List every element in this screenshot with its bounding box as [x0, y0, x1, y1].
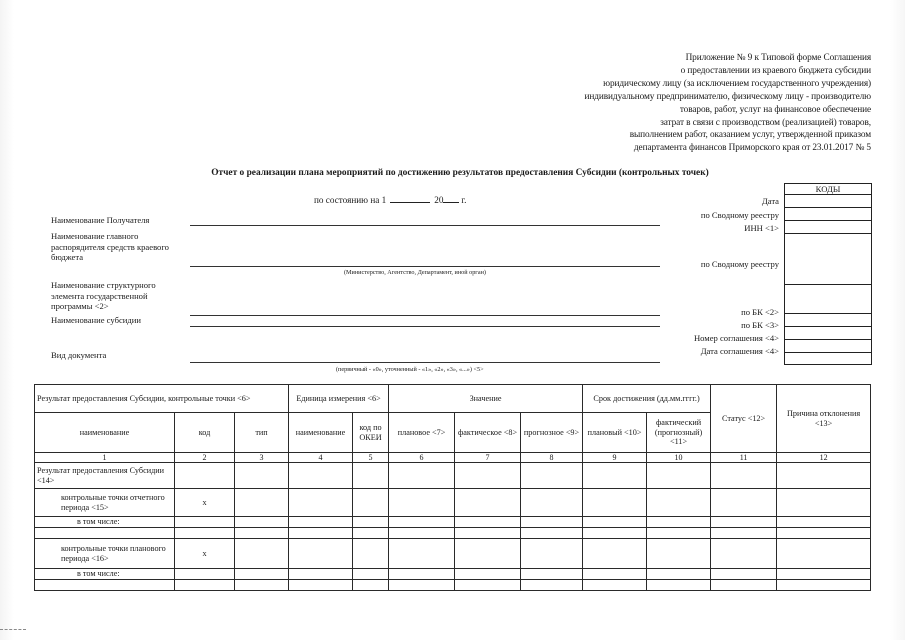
header-name: наименование: [35, 413, 175, 453]
bk3-label: по БК <3>: [741, 320, 779, 330]
column-number: 12: [777, 453, 871, 463]
year-blank[interactable]: [443, 194, 459, 203]
table-cell[interactable]: [389, 528, 455, 539]
table-cell[interactable]: [289, 528, 353, 539]
table-cell[interactable]: [455, 528, 521, 539]
subsidy-label: Наименование субсидии: [51, 315, 141, 325]
report-title: Отчет о реализации плана мероприятий по достижению результатов предоставления Субсидии (контрольных точек): [211, 168, 709, 178]
table-cell[interactable]: [521, 463, 583, 489]
header-line: затрат в связи с производством (реализацией) товаров,: [660, 117, 871, 128]
table-cell[interactable]: [289, 539, 353, 569]
column-number: 3: [235, 453, 289, 463]
recipient-field[interactable]: [190, 225, 660, 226]
table-cell[interactable]: [521, 580, 583, 591]
x-mark: х: [175, 539, 235, 569]
table-cell[interactable]: [455, 569, 521, 580]
table-cell[interactable]: [235, 528, 289, 539]
table-cell[interactable]: [175, 463, 235, 489]
table-cell[interactable]: [521, 539, 583, 569]
header-line: о предоставлении из краевого бюджета субсидии: [680, 65, 871, 76]
header-plan-value: плановое <7>: [389, 413, 455, 453]
table-cell[interactable]: [583, 569, 647, 580]
table-cell[interactable]: [455, 517, 521, 528]
svod-registry-label-2: по Сводному реестру: [700, 259, 779, 269]
table-cell[interactable]: [175, 528, 235, 539]
table-cell[interactable]: [455, 580, 521, 591]
inn-label: ИНН <1>: [744, 223, 779, 233]
header-line: товаров, работ, услуг на финансовое обеспечение: [679, 104, 871, 115]
table-cell[interactable]: [235, 463, 289, 489]
table-cell[interactable]: [389, 569, 455, 580]
table-cell[interactable]: [777, 463, 871, 489]
table-cell[interactable]: [583, 528, 647, 539]
manager-label: Наименование главного распорядителя средств краевого бюджета: [51, 231, 169, 263]
as-of-date-line: [314, 194, 466, 205]
header-type: тип: [235, 413, 289, 453]
table-cell[interactable]: [235, 580, 289, 591]
subsidy-field[interactable]: [190, 326, 660, 327]
doctype-field[interactable]: [190, 362, 660, 363]
table-cell[interactable]: [711, 569, 777, 580]
table-cell[interactable]: [389, 489, 455, 517]
bk2-label: по БК <2>: [741, 307, 779, 317]
table-cell[interactable]: [235, 539, 289, 569]
column-number: 11: [711, 453, 777, 463]
table-row[interactable]: [35, 580, 871, 591]
recipient-label: Наименование Получателя: [51, 215, 150, 225]
svod-registry-label: по Сводному реестру: [700, 210, 779, 220]
table-cell[interactable]: [647, 580, 711, 591]
column-number: 7: [455, 453, 521, 463]
header-status: Статус <12>: [711, 385, 777, 453]
as-of-year: 20: [434, 195, 444, 205]
header-forecast-value: прогнозное <9>: [521, 413, 583, 453]
header-reason: Причина отклонения <13>: [777, 385, 871, 453]
header-line: Приложение № 9 к Типовой форме Соглашения: [685, 53, 871, 63]
table-cell[interactable]: [389, 539, 455, 569]
table-cell[interactable]: [647, 539, 711, 569]
column-number: 6: [389, 453, 455, 463]
bk3-code-cell[interactable]: [785, 314, 871, 327]
svod-code-cell[interactable]: [785, 208, 871, 221]
page-edge-mark: [0, 629, 26, 630]
header-value: Значение: [389, 385, 583, 413]
header-okei: код по ОКЕИ: [353, 413, 389, 453]
header-line: выполнением работ, оказанием услуг, утвержденной приказом: [629, 130, 871, 141]
table-row[interactable]: [35, 517, 871, 528]
table-cell[interactable]: [235, 489, 289, 517]
table-cell[interactable]: [389, 517, 455, 528]
as-of-suffix: г.: [461, 195, 467, 205]
table-cell[interactable]: [35, 580, 175, 591]
table-cell[interactable]: [711, 539, 777, 569]
codes-box: [784, 183, 872, 365]
table-cell[interactable]: [455, 539, 521, 569]
header-fact-value: фактическое <8>: [455, 413, 521, 453]
table-row[interactable]: [35, 463, 871, 489]
table-cell[interactable]: [455, 489, 521, 517]
agreement-date-label: Дата соглашения <4>: [700, 346, 779, 356]
table-row[interactable]: [35, 569, 871, 580]
manager-hint: (Министерство, Агентство, Департамент, иной орган): [344, 269, 486, 276]
row-cp-plan-label: контрольные точки планового периода <16>: [35, 539, 175, 569]
table-cell[interactable]: [583, 580, 647, 591]
row-incl-label: в том числе:: [35, 569, 175, 580]
table-cell[interactable]: [35, 528, 175, 539]
table-cell[interactable]: [175, 569, 235, 580]
header-unit-name: наименование: [289, 413, 353, 453]
table-cell[interactable]: [175, 517, 235, 528]
table-cell[interactable]: [521, 528, 583, 539]
agreement-date-cell[interactable]: [785, 340, 871, 353]
header-code: код: [175, 413, 235, 453]
table-cell[interactable]: [353, 569, 389, 580]
header-result: Результат предоставления Субсидии, контрольные точки <6>: [35, 385, 289, 413]
column-number: 8: [521, 453, 583, 463]
table-cell[interactable]: [289, 489, 353, 517]
table-cell[interactable]: [235, 517, 289, 528]
column-numbers-row: [35, 453, 871, 463]
header-unit: Единица измерения <6>: [289, 385, 389, 413]
table-cell[interactable]: [521, 517, 583, 528]
table-cell[interactable]: [289, 569, 353, 580]
form-header: [531, 52, 871, 155]
table-header-row: [35, 385, 871, 413]
struct-element-label: Наименование структурного элемента государственной программы <2>: [51, 280, 156, 312]
table-cell[interactable]: [521, 569, 583, 580]
column-number: 5: [353, 453, 389, 463]
table-cell[interactable]: [711, 489, 777, 517]
column-number: 4: [289, 453, 353, 463]
table-cell[interactable]: [583, 517, 647, 528]
date-code-cell[interactable]: [785, 195, 871, 208]
table-cell[interactable]: [353, 463, 389, 489]
table-cell[interactable]: [647, 517, 711, 528]
row-incl-label: в том числе:: [35, 517, 175, 528]
table-cell[interactable]: [711, 580, 777, 591]
table-cell[interactable]: [353, 517, 389, 528]
header-term: Срок достижения (дд.мм.гггг.): [583, 385, 711, 413]
table-cell[interactable]: [777, 489, 871, 517]
agreement-number-label: Номер соглашения <4>: [693, 333, 779, 343]
codes-title: КОДЫ: [785, 184, 871, 195]
table-cell[interactable]: [583, 539, 647, 569]
as-of-prefix: по состоянию на 1: [314, 195, 387, 205]
day-month-blank[interactable]: [390, 194, 430, 203]
manager-field[interactable]: [190, 266, 660, 267]
table-cell[interactable]: [647, 569, 711, 580]
table-cell[interactable]: [289, 463, 353, 489]
column-number: 2: [175, 453, 235, 463]
agreement-number-cell[interactable]: [785, 327, 871, 340]
header-term-plan: плановый <10>: [583, 413, 647, 453]
table-cell[interactable]: [583, 463, 647, 489]
header-term-fact: фактический (прогнозный) <11>: [647, 413, 711, 453]
table-cell[interactable]: [711, 517, 777, 528]
header-line: департамента финансов Приморского края от 23.01.2017 № 5: [633, 143, 871, 154]
doctype-hint: (первичный - «0», уточненный - «1», «2», «3», «...») <5>: [336, 366, 484, 373]
table-cell[interactable]: [289, 580, 353, 591]
table-cell[interactable]: [389, 463, 455, 489]
table-cell[interactable]: [353, 489, 389, 517]
column-number: 10: [647, 453, 711, 463]
header-line: индивидуальному предпринимателю, физическому лицу - производителю: [584, 91, 871, 102]
table-cell[interactable]: [777, 539, 871, 569]
date-label: Дата: [761, 196, 779, 206]
table-cell[interactable]: [289, 517, 353, 528]
table-cell[interactable]: [175, 580, 235, 591]
table-cell[interactable]: [353, 580, 389, 591]
table-cell[interactable]: [711, 463, 777, 489]
inn-code-cell[interactable]: [785, 221, 871, 234]
table-row[interactable]: [35, 539, 871, 569]
table-cell[interactable]: [353, 539, 389, 569]
bk2-code-cell[interactable]: [785, 285, 871, 314]
doctype-label: Вид документа: [51, 350, 107, 360]
x-mark: х: [175, 489, 235, 517]
struct-element-field[interactable]: [190, 315, 660, 316]
table-cell[interactable]: [455, 463, 521, 489]
table-cell[interactable]: [389, 580, 455, 591]
table-cell[interactable]: [777, 517, 871, 528]
table-row[interactable]: [35, 528, 871, 539]
table-cell[interactable]: [353, 528, 389, 539]
column-number: 9: [583, 453, 647, 463]
table-cell[interactable]: [777, 528, 871, 539]
table-cell[interactable]: [711, 528, 777, 539]
table-row[interactable]: [35, 489, 871, 517]
doctype-code-cell[interactable]: [785, 353, 871, 365]
row-result-label: Результат предоставления Субсидии <14>: [35, 463, 175, 489]
table-cell[interactable]: [647, 463, 711, 489]
table-cell[interactable]: [777, 569, 871, 580]
row-cp-report-label: контрольные точки отчетного периода <15>: [35, 489, 175, 517]
manager-svod-code-cell[interactable]: [785, 234, 871, 285]
column-number: 1: [35, 453, 175, 463]
table-cell[interactable]: [647, 528, 711, 539]
header-line: юридическому лицу (за исключением государственного учреждения): [603, 78, 871, 89]
table-cell[interactable]: [521, 489, 583, 517]
report-table: [34, 384, 871, 591]
table-cell[interactable]: [235, 569, 289, 580]
table-cell[interactable]: [583, 489, 647, 517]
table-cell[interactable]: [777, 580, 871, 591]
table-cell[interactable]: [647, 489, 711, 517]
